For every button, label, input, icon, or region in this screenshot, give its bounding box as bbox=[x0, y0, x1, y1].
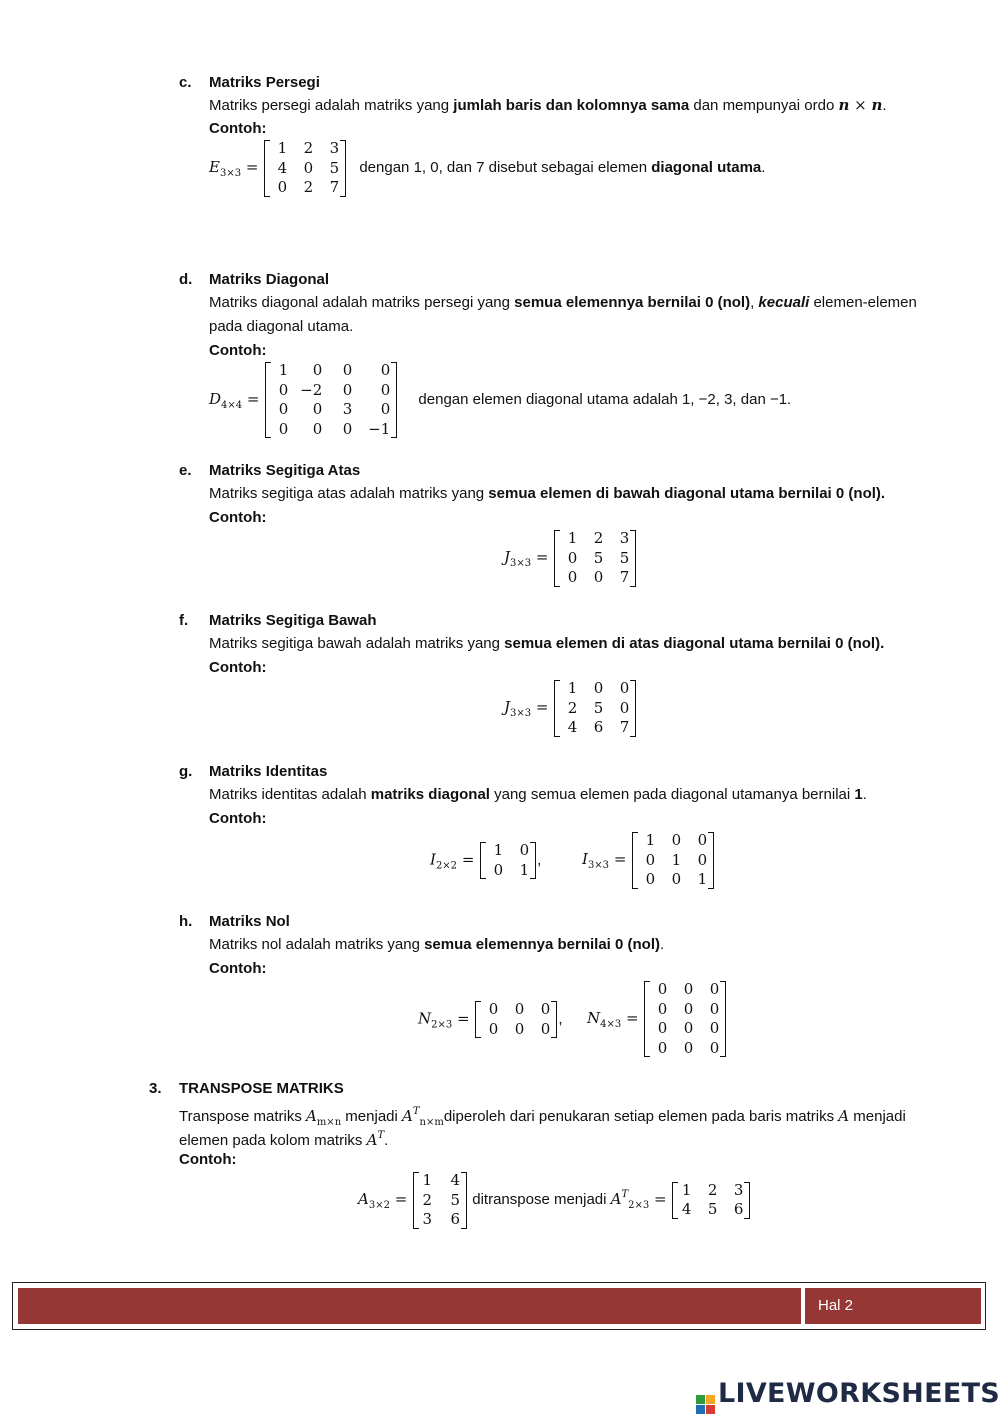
matrix-name: I bbox=[582, 850, 588, 869]
matrix-name: N bbox=[418, 1009, 432, 1028]
math-n: n bbox=[871, 96, 883, 114]
text: dengan 1, 0, dan 7 disebut sebagai elemen bbox=[359, 159, 652, 177]
comma: , bbox=[537, 851, 542, 869]
matrix-cell: 1 bbox=[519, 860, 530, 879]
matrix-cell: 0 bbox=[683, 980, 694, 998]
text: Matriks persegi adalah matriks yang bbox=[209, 97, 454, 114]
section-e-description bbox=[209, 482, 885, 505]
text-bold: jumlah baris dan kolomnya sama bbox=[453, 97, 690, 114]
matrix-i2-equation bbox=[430, 841, 541, 880]
text: yang semua elemen pada diagonal utamanya bernilai bbox=[489, 786, 855, 803]
matrix-cell: 7 bbox=[329, 178, 340, 196]
section-g-contoh: Contoh: bbox=[209, 810, 267, 827]
matrix-name: J bbox=[504, 548, 511, 567]
matrix-cell: 0 bbox=[278, 400, 289, 418]
equals-sign: = bbox=[389, 1190, 413, 1209]
matrix-cell: 0 bbox=[514, 1019, 525, 1038]
section-f-contoh: Contoh: bbox=[209, 659, 267, 676]
matrix-cell: 1 bbox=[493, 841, 504, 859]
matrix-cell: 0 bbox=[312, 400, 323, 418]
matrix-name: D bbox=[209, 389, 222, 408]
text: Matriks nol adalah matriks yang bbox=[209, 936, 425, 953]
transpose-example bbox=[358, 1171, 751, 1230]
matrix-order: 3×3 bbox=[510, 558, 532, 570]
matrix-cell: 4 bbox=[567, 718, 578, 736]
matrix-cell: 1 bbox=[697, 870, 708, 888]
section-c-title: Matriks Persegi bbox=[209, 74, 320, 91]
matrix-cell: 1 bbox=[277, 139, 288, 157]
matrix-cell: 0 bbox=[567, 568, 578, 586]
math-n: n bbox=[838, 96, 850, 114]
matrix-cell: 2 bbox=[593, 529, 604, 547]
section-f-description bbox=[209, 632, 884, 655]
matrix-cell: 0 bbox=[278, 380, 289, 399]
matrix-a bbox=[412, 1171, 468, 1230]
equals-sign: = bbox=[242, 389, 265, 408]
matrix-name: A bbox=[358, 1190, 369, 1209]
matrix-cell: 0 bbox=[619, 698, 630, 717]
matrix-order: 3×3 bbox=[219, 168, 242, 180]
matrix-cell: 0 bbox=[380, 361, 391, 379]
section-e-label: e. bbox=[179, 462, 192, 479]
matrix-cell: 3 bbox=[733, 1180, 744, 1199]
matrix-name: A bbox=[610, 1190, 622, 1209]
text-bold: semua elemen di bawah diagonal utama bernilai 0 (nol). bbox=[488, 485, 886, 502]
section-3-contoh: Contoh: bbox=[179, 1151, 237, 1168]
text: Matriks segitiga bawah adalah matriks yang bbox=[209, 635, 505, 652]
matrix-n43-equation bbox=[587, 980, 727, 1058]
section-f-title: Matriks Segitiga Bawah bbox=[209, 612, 377, 629]
matrix-cell: 0 bbox=[645, 850, 656, 869]
matrix-cell: 7 bbox=[619, 718, 630, 736]
matrix-cell: 0 bbox=[657, 980, 668, 998]
matrix-cell: 0 bbox=[671, 831, 682, 849]
section-e-contoh: Contoh: bbox=[209, 509, 267, 526]
section-g-label: g. bbox=[179, 763, 193, 780]
matrix-name: J bbox=[504, 698, 511, 717]
equals-sign: = bbox=[241, 158, 264, 177]
matrix-cell: 0 bbox=[312, 419, 323, 438]
section-d-contoh: Contoh: bbox=[209, 342, 267, 359]
matrix-cell: 3 bbox=[342, 400, 353, 418]
text: Transpose matriks bbox=[179, 1108, 306, 1125]
matrix-cell: 0 bbox=[488, 1000, 499, 1018]
matrix-cell: 7 bbox=[619, 568, 630, 586]
matrix-cell: 0 bbox=[683, 1019, 694, 1037]
matrix-cell: 0 bbox=[540, 1000, 551, 1018]
text: menjadi bbox=[849, 1108, 906, 1125]
math-times: × bbox=[849, 96, 872, 114]
matrix-cell: 0 bbox=[277, 178, 288, 196]
matrix-cell: 0 bbox=[657, 1019, 668, 1037]
text-bold: semua elemennya bernilai 0 (nol) bbox=[514, 294, 751, 311]
text: elemen-elemen bbox=[809, 294, 917, 311]
equals-sign: = bbox=[531, 548, 554, 567]
text: dan mempunyai ordo bbox=[689, 97, 839, 114]
matrix-cell: 0 bbox=[380, 400, 391, 418]
matrix-cell: 0 bbox=[540, 1019, 551, 1038]
matrix-cell: 0 bbox=[671, 870, 682, 888]
text: elemen pada kolom matriks bbox=[179, 1132, 367, 1149]
equals-sign: = bbox=[457, 850, 480, 869]
matrix-name: E bbox=[209, 158, 220, 177]
matrix-cell: 4 bbox=[681, 1200, 692, 1219]
matrix-cell: 0 bbox=[697, 850, 708, 869]
matrix-name: I bbox=[430, 850, 436, 869]
math-a: A bbox=[838, 1107, 850, 1125]
matrix-cell: 1 bbox=[422, 1171, 433, 1189]
matrix-cell: 3 bbox=[329, 139, 340, 157]
matrix-cell: 4 bbox=[450, 1171, 461, 1189]
matrix-cell: 5 bbox=[593, 548, 604, 567]
matrix-e-equation bbox=[209, 139, 765, 198]
section-c-contoh: Contoh: bbox=[209, 120, 267, 137]
text-bold: semua elemen di atas diagonal utama bernilai 0 (nol). bbox=[504, 635, 885, 652]
equals-sign: = bbox=[609, 850, 632, 869]
matrix-j-lower-equation bbox=[504, 679, 637, 738]
math-a: A bbox=[366, 1131, 378, 1149]
matrix-cell: 1 bbox=[567, 529, 578, 547]
matrix-order: 4×4 bbox=[221, 399, 243, 411]
section-3-label: 3. bbox=[149, 1080, 162, 1097]
section-c-description bbox=[209, 94, 887, 117]
matrix-cell: 2 bbox=[422, 1190, 433, 1209]
equals-sign: = bbox=[621, 1008, 644, 1027]
matrix-cell: 3 bbox=[619, 529, 630, 547]
math-order: m×n bbox=[316, 1117, 342, 1128]
matrix-cell: 2 bbox=[303, 139, 314, 157]
section-h-title: Matriks Nol bbox=[209, 913, 290, 930]
text-bold: diagonal utama bbox=[651, 159, 762, 177]
matrix-order: 2×2 bbox=[435, 860, 458, 872]
matrix-e bbox=[263, 139, 347, 198]
math-a: A bbox=[305, 1107, 317, 1125]
matrix-cell: 0 bbox=[645, 870, 656, 888]
text: . bbox=[660, 936, 665, 953]
matrix-cell: 1 bbox=[567, 679, 578, 697]
matrix-order: 2×3 bbox=[628, 1200, 650, 1212]
matrix-cell: 0 bbox=[342, 419, 353, 438]
matrix-j-lower bbox=[553, 679, 637, 738]
section-h-label: h. bbox=[179, 913, 193, 930]
matrix-cell: 0 bbox=[709, 1019, 720, 1037]
matrix-cell: 0 bbox=[657, 999, 668, 1018]
section-3-description-line2 bbox=[179, 1124, 388, 1152]
matrix-i3 bbox=[631, 831, 715, 890]
matrix-n23-equation bbox=[418, 1000, 563, 1039]
section-3-title: TRANSPOSE MATRIKS bbox=[179, 1080, 344, 1097]
page-number: Hal 2 bbox=[818, 1297, 854, 1314]
matrix-cell: 0 bbox=[514, 1000, 525, 1018]
matrix-cell: 5 bbox=[329, 158, 340, 177]
transpose-text: ditranspose menjadi bbox=[472, 1191, 611, 1209]
matrix-cell: 5 bbox=[593, 698, 604, 717]
matrix-d-equation bbox=[209, 361, 791, 439]
section-g-title: Matriks Identitas bbox=[209, 763, 328, 780]
text-bold: 1 bbox=[854, 786, 863, 803]
matrix-i2 bbox=[479, 841, 537, 880]
matrix-j-upper bbox=[553, 529, 637, 588]
matrix-cell: 0 bbox=[697, 831, 708, 849]
text: . bbox=[761, 159, 766, 177]
matrix-cell: 6 bbox=[450, 1210, 461, 1228]
section-d-description bbox=[209, 291, 917, 314]
matrix-a-transpose bbox=[671, 1181, 751, 1220]
matrix-cell: 1 bbox=[671, 850, 682, 869]
matrix-cell: 0 bbox=[519, 841, 530, 859]
matrix-cell: 0 bbox=[709, 1038, 720, 1057]
math-transpose: T bbox=[412, 1106, 420, 1117]
matrix-n23 bbox=[474, 1000, 558, 1039]
matrix-cell: −2 bbox=[300, 380, 323, 399]
matrix-cell: 0 bbox=[342, 361, 353, 379]
section-e-title: Matriks Segitiga Atas bbox=[209, 462, 361, 479]
matrix-cell: 0 bbox=[488, 1019, 499, 1038]
text: . bbox=[882, 97, 887, 114]
matrix-d bbox=[264, 361, 398, 439]
math-order: n×m bbox=[419, 1117, 444, 1128]
text: Matriks diagonal adalah matriks persegi yang bbox=[209, 294, 515, 311]
matrix-cell: 0 bbox=[312, 361, 323, 379]
section-c-note bbox=[359, 159, 765, 176]
math-transpose: T bbox=[377, 1130, 385, 1141]
equals-sign: = bbox=[452, 1009, 475, 1028]
section-d-description-line2: pada diagonal utama. bbox=[209, 318, 354, 335]
text: Matriks identitas adalah bbox=[209, 786, 371, 803]
matrix-order: 3×3 bbox=[510, 708, 532, 720]
matrix-cell: 1 bbox=[278, 361, 289, 379]
matrix-cell: 0 bbox=[683, 1038, 694, 1057]
section-c-label: c. bbox=[179, 74, 192, 91]
math-transpose: T bbox=[621, 1189, 629, 1201]
text: , bbox=[750, 294, 759, 311]
section-f-label: f. bbox=[179, 612, 189, 629]
matrix-cell: 0 bbox=[657, 1038, 668, 1057]
matrix-cell: 1 bbox=[645, 831, 656, 849]
text: Matriks segitiga atas adalah matriks yang bbox=[209, 485, 489, 502]
matrix-cell: 5 bbox=[450, 1190, 461, 1209]
matrix-cell: 0 bbox=[593, 568, 604, 586]
matrix-cell: 5 bbox=[707, 1200, 718, 1219]
matrix-cell: 0 bbox=[593, 679, 604, 697]
text: diperoleh dari penukaran setiap elemen pada baris matriks bbox=[443, 1108, 839, 1125]
matrix-n43 bbox=[643, 980, 727, 1058]
matrix-cell: 3 bbox=[422, 1210, 433, 1228]
footer-bar bbox=[18, 1288, 801, 1324]
text: . bbox=[862, 786, 867, 803]
matrix-name: N bbox=[587, 1008, 601, 1027]
text-bold-italic: kecuali bbox=[758, 294, 810, 311]
section-h-description bbox=[209, 933, 664, 956]
equals-sign: = bbox=[531, 698, 554, 717]
matrix-cell: 2 bbox=[303, 178, 314, 196]
liveworksheets-logo-icon bbox=[696, 1395, 715, 1414]
matrix-i3-equation bbox=[582, 831, 715, 890]
matrix-cell: 0 bbox=[683, 999, 694, 1018]
watermark-text: LIVEWORKSHEETS bbox=[718, 1378, 1000, 1409]
matrix-cell: 0 bbox=[303, 158, 314, 177]
comma: , bbox=[558, 1010, 563, 1028]
matrix-cell: 0 bbox=[709, 999, 720, 1018]
matrix-cell: 1 bbox=[681, 1180, 692, 1199]
matrix-j-upper-equation bbox=[504, 529, 637, 588]
matrix-cell: −1 bbox=[368, 419, 391, 438]
matrix-order: 4×3 bbox=[600, 1018, 622, 1030]
matrix-cell: 0 bbox=[619, 679, 630, 697]
matrix-cell: 6 bbox=[733, 1200, 744, 1219]
text-bold: matriks diagonal bbox=[370, 786, 490, 803]
section-g-description bbox=[209, 783, 867, 806]
matrix-order: 3×2 bbox=[368, 1200, 390, 1212]
section-h-contoh: Contoh: bbox=[209, 960, 267, 977]
matrix-cell: 0 bbox=[709, 980, 720, 998]
text: menjadi bbox=[341, 1108, 403, 1125]
section-d-note: dengan elemen diagonal utama adalah 1, −2, 3, dan −1. bbox=[418, 390, 792, 408]
matrix-cell: 0 bbox=[342, 380, 353, 399]
math-a: A bbox=[402, 1107, 413, 1125]
matrix-cell: 0 bbox=[493, 860, 504, 879]
equals-sign: = bbox=[649, 1190, 672, 1209]
section-d-title: Matriks Diagonal bbox=[209, 271, 330, 288]
matrix-cell: 0 bbox=[567, 548, 578, 567]
text: . bbox=[384, 1132, 389, 1149]
matrix-cell: 6 bbox=[593, 718, 604, 736]
matrix-order: 2×3 bbox=[431, 1019, 453, 1031]
matrix-cell: 4 bbox=[277, 158, 288, 177]
matrix-cell: 2 bbox=[707, 1180, 718, 1199]
matrix-order: 3×3 bbox=[587, 860, 610, 872]
liveworksheets-watermark bbox=[696, 1378, 1000, 1414]
matrix-cell: 2 bbox=[567, 698, 578, 717]
matrix-cell: 0 bbox=[380, 380, 391, 399]
section-d-label: d. bbox=[179, 271, 193, 288]
matrix-cell: 0 bbox=[278, 419, 289, 438]
matrix-cell: 5 bbox=[619, 548, 630, 567]
text-bold: semua elemennya bernilai 0 (nol) bbox=[424, 936, 661, 953]
